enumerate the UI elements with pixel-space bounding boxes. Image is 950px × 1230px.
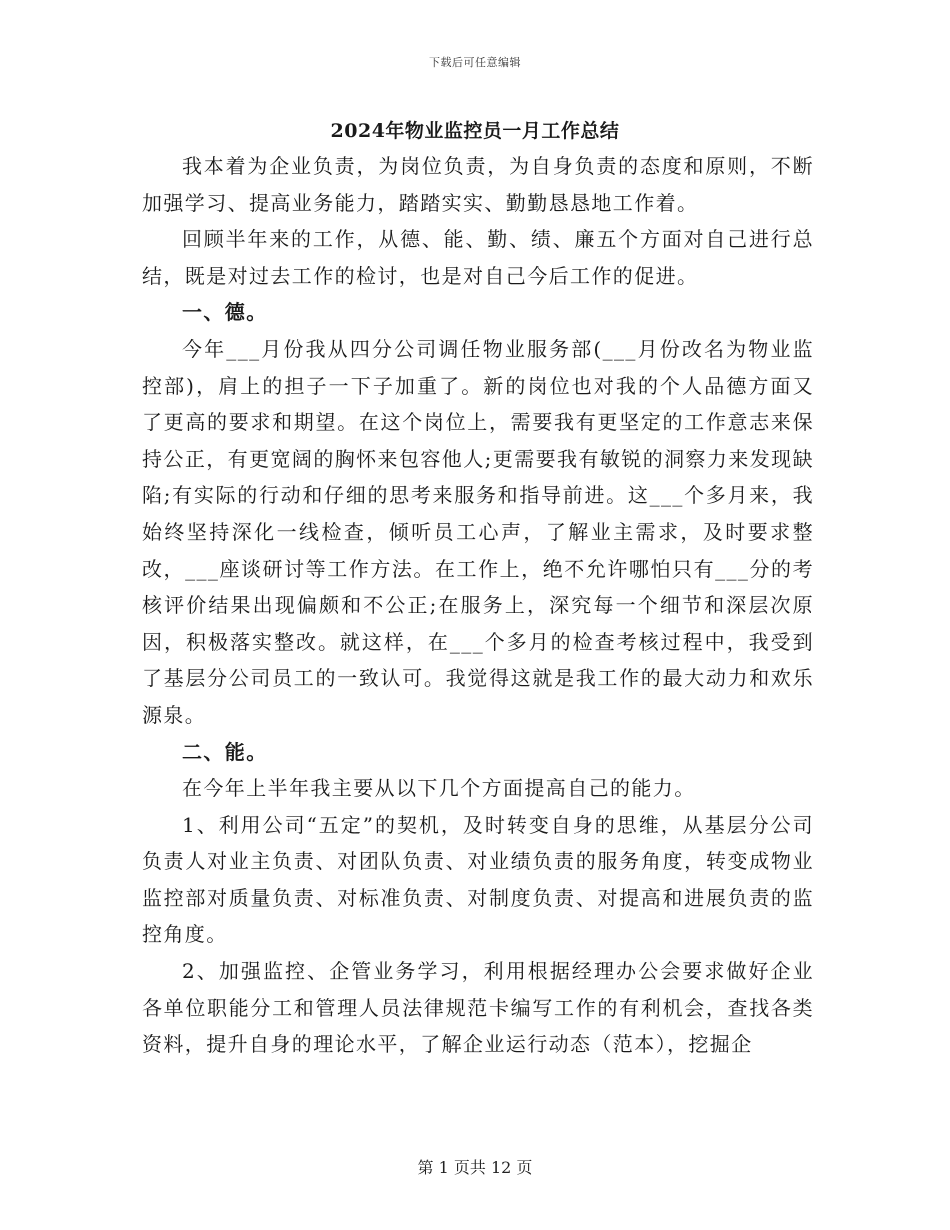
section-heading-de: 一、德。 <box>182 300 268 325</box>
page-number: 第 1 页共 12 页 <box>417 1158 533 1177</box>
document-body <box>142 148 814 1063</box>
paragraph-item-2: 2、加强监控、企管业务学习，利用根据经理办公会要求做好企业各单位职能分工和管理人员法律规范卡编写工作的有利机会，查找各类资料，提升自身的理论水平，了解企业运行动态（范本），挖掘企 <box>142 959 814 1057</box>
paragraph-review: 回顾半年来的工作，从德、能、勤、绩、廉五个方面对自己进行总结，既是对过去工作的检讨，也是对自己今后工作的促进。 <box>142 227 814 288</box>
page-header-note: 下载后可任意编辑 <box>429 56 521 69</box>
paragraph-intro: 我本着为企业负责，为岗位负责，为自身负责的态度和原则，不断加强学习、提高业务能力，踏踏实实、勤勤恳恳地工作着。 <box>142 154 814 215</box>
paragraph-de: 今年___月份我从四分公司调任物业服务部(___月份改名为物业监控部)，肩上的担子一下子加重了。新的岗位也对我的个人品德方面又了更高的要求和期望。在这个岗位上，需要我有更坚定的工作意志来保持公正，有更宽阔的胸怀来包容他人;更需要我有敏锐的洞察力来发现缺陷;有实际的行动和仔细的思考来服务和指导前进。这___个多月来，我始终坚持深化一线检查，倾听员工心声，了解业主需求，及时要求整改，___座谈研讨等工作方法。在工作上，绝不允许哪怕只有___分的考核评价结果出现偏颇和不公正;在服务上，深究每一个细节和深层次原因，积极落实整改。就这样，在___个多月的检查考核过程中，我受到了基层分公司员工的一致认可。我觉得这就是我工作的最大动力和欢乐源泉。 <box>142 336 814 727</box>
paragraph-neng-intro: 在今年上半年我主要从以下几个方面提高自己的能力。 <box>182 776 696 801</box>
paragraph-item-1: 1、利用公司“五定”的契机，及时转变自身的思维，从基层分公司负责人对业主负责、对团队负责、对业绩负责的服务角度，转变成物业监控部对质量负责、对标准负责、对制度负责、对提高和进展负责的监控角度。 <box>142 812 814 947</box>
section-heading-neng: 二、能。 <box>182 739 268 764</box>
document-title: 2024年物业监控员一月工作总结 <box>330 120 620 142</box>
